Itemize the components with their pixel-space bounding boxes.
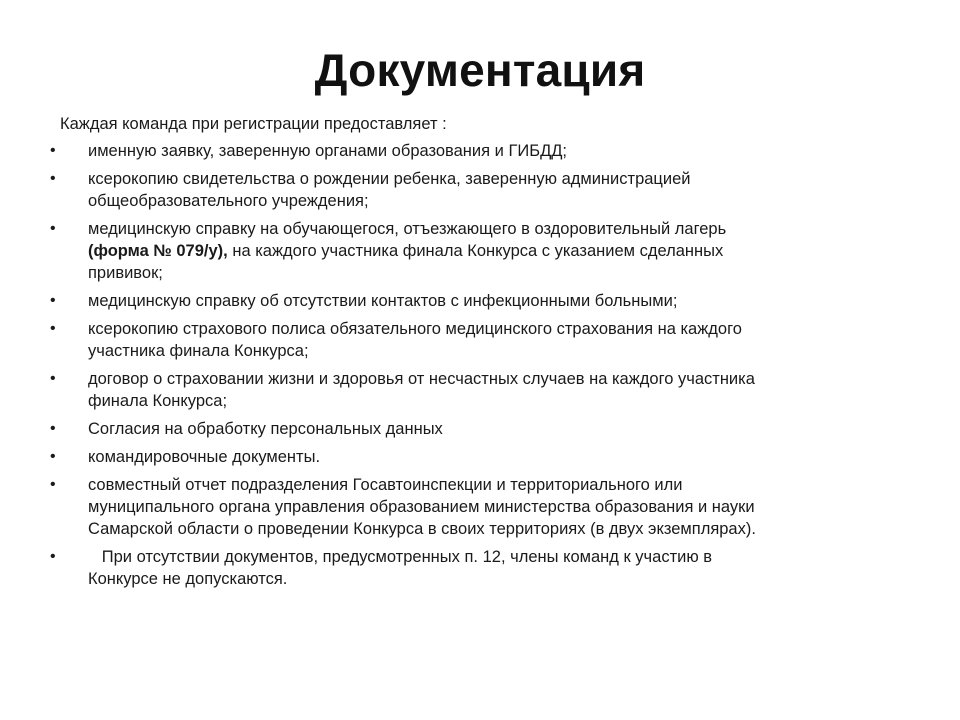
list-item xyxy=(50,418,900,440)
list-item-text: медицинскую справку об отсутствии контактов с инфекционными больными; xyxy=(88,292,678,310)
list-item-text: При отсутствии документов, предусмотренных п. 12, члены команд к участию в Конкурсе не допускаются. xyxy=(88,548,713,588)
list-item-text: договор о страховании жизни и здоровья от несчастных случаев на каждого участника финала Конкурса; xyxy=(88,370,755,410)
bullet-icon: • xyxy=(50,320,56,337)
list-item xyxy=(50,140,900,162)
list-item-text: Согласия на обработку персональных данных xyxy=(88,420,443,438)
list-item xyxy=(50,218,900,284)
bullet-icon: • xyxy=(50,448,56,465)
list-item xyxy=(50,368,900,412)
bullet-icon: • xyxy=(50,420,56,437)
list-item xyxy=(50,168,900,212)
page-title: Документация xyxy=(314,44,646,96)
bullet-icon: • xyxy=(50,170,56,187)
bullet-icon: • xyxy=(50,370,56,387)
list-item-text xyxy=(88,220,726,282)
list-item-text: ксерокопию свидетельства о рождении ребенка, заверенную администрацией общеобразовательного учреждения; xyxy=(88,170,691,210)
list-item-text: ксерокопию страхового полиса обязательного медицинского страхования на каждого участника финала Конкурса; xyxy=(88,320,742,360)
list-item-text: именную заявку, заверенную органами образования и ГИБДД; xyxy=(88,142,567,160)
bullet-icon: • xyxy=(50,142,56,159)
bullet-icon: • xyxy=(50,292,56,309)
list-item-text: командировочные документы. xyxy=(88,448,321,466)
list-item-text: совместный отчет подразделения Госавтоинспекции и территориального или муниципального органа управления образованием министерства образования и науки Самарской области о проведении Конкурса в своих территориях (в двух экземплярах). xyxy=(88,476,756,538)
list-item-text-part: медицинскую справку на обучающегося, отъезжающего в оздоровительный лагерь xyxy=(88,220,727,238)
list-item xyxy=(50,446,900,468)
bullet-icon: • xyxy=(50,476,56,493)
form-reference: (форма № 079/у), xyxy=(88,242,228,260)
list-item xyxy=(50,474,900,540)
list-item xyxy=(50,318,900,362)
document-list xyxy=(50,140,900,596)
list-item xyxy=(50,546,900,590)
bullet-icon: • xyxy=(50,220,56,237)
list-item-text-part: на каждого участника финала Конкурса с указанием сделанных прививок; xyxy=(88,242,724,282)
list-item xyxy=(50,290,900,312)
bullet-icon: • xyxy=(50,548,56,565)
intro-text: Каждая команда при регистрации предоставляет : xyxy=(60,115,447,133)
